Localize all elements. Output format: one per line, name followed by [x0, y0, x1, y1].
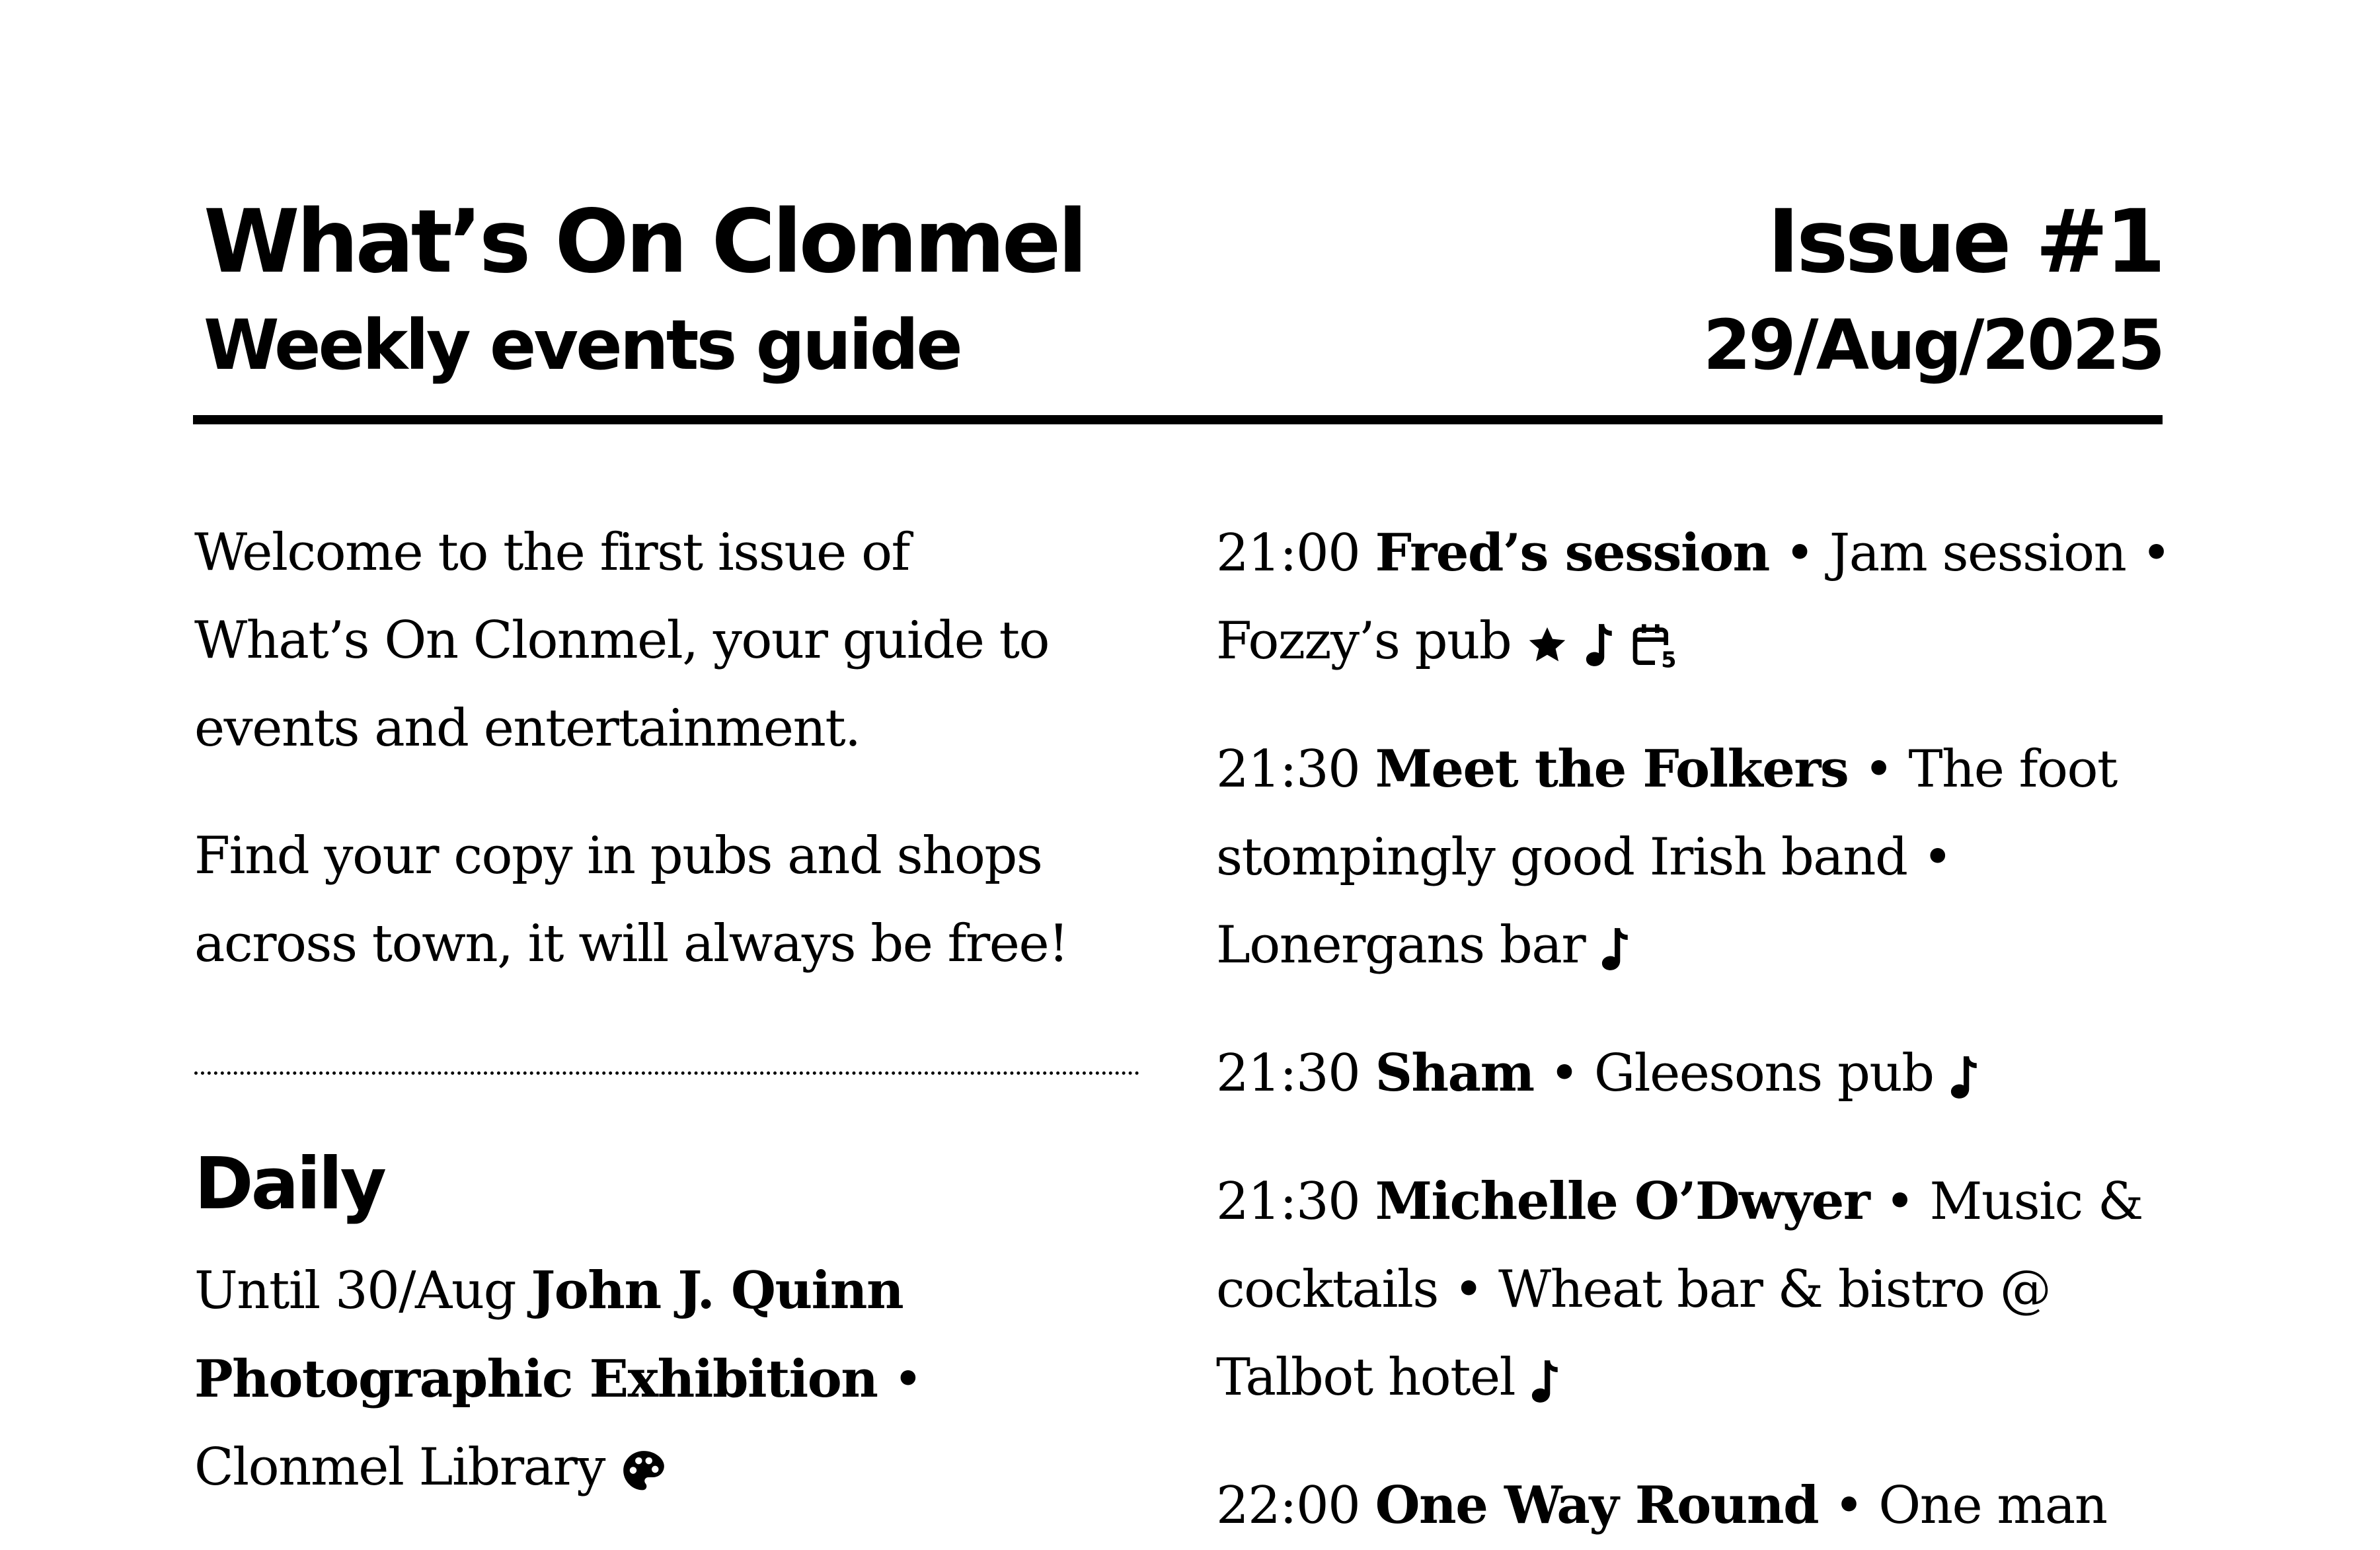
- event-entry: [1216, 1157, 2168, 1422]
- section-divider: [194, 1071, 1139, 1075]
- event-venue: Lonergans bar: [1216, 915, 1586, 975]
- event-details: • The foot: [1863, 740, 2117, 799]
- event-time: 21:00: [1216, 523, 1360, 583]
- music-note-icon: [1948, 1054, 1979, 1101]
- event-line: [1216, 509, 2171, 598]
- music-note-icon: [1584, 622, 1614, 668]
- event-line: [1216, 1157, 2168, 1246]
- event-venue: • Gleesons pub: [1549, 1044, 1934, 1103]
- event-line: [1216, 598, 2168, 685]
- palette-icon: [619, 1447, 668, 1496]
- event-time: 21:30: [1216, 1044, 1360, 1103]
- issue-number: Issue #1: [1767, 191, 2163, 293]
- intro-line: events and entertainment.: [194, 699, 861, 758]
- event-details: • Music &: [1884, 1172, 2143, 1231]
- masthead-divider: [193, 415, 2163, 424]
- event-details: stompingly good Irish band •: [1216, 828, 1952, 887]
- daily-event-entry: [194, 1247, 1139, 1512]
- event-line: [1216, 902, 2168, 989]
- event-line: [1216, 725, 2168, 814]
- event-entry: [1216, 725, 2168, 989]
- right-column: [1216, 509, 2171, 1550]
- event-time: 21:30: [1216, 740, 1360, 799]
- left-column: [194, 509, 1139, 1512]
- event-entry: [1216, 1461, 2168, 1550]
- event-entry: [1216, 509, 2171, 685]
- event-time: 22:00: [1216, 1476, 1360, 1535]
- intro-line: Find your copy in pubs and shops: [194, 826, 1042, 886]
- event-details: • Jam session •: [1785, 523, 2171, 583]
- separator: •: [892, 1350, 923, 1409]
- section-heading-daily: Daily: [194, 1143, 384, 1225]
- event-venue: Fozzy’s pub: [1216, 611, 1512, 671]
- intro-paragraph-2: [194, 812, 1139, 988]
- event-line: [194, 1247, 1139, 1335]
- event-entry: [1216, 1029, 2168, 1118]
- music-note-icon: [1529, 1358, 1560, 1405]
- event-line: [1216, 1334, 2168, 1422]
- event-title: Sham: [1375, 1043, 1534, 1103]
- svg-text:5: 5: [1661, 646, 1673, 672]
- event-time: 21:30: [1216, 1172, 1360, 1231]
- music-note-icon: [1599, 926, 1630, 972]
- intro-paragraph-1: [194, 509, 1139, 773]
- event-venue: Clonmel Library: [194, 1438, 605, 1497]
- event-details: • One man: [1833, 1476, 2107, 1535]
- masthead: [193, 191, 2163, 424]
- event-line: [1216, 814, 2168, 902]
- event-title: Michelle O’Dwyer: [1375, 1171, 1870, 1231]
- masthead-right: [1703, 191, 2163, 385]
- event-line: [1216, 1029, 2168, 1118]
- publication-title: What’s On Clonmel: [204, 191, 1085, 293]
- publication-subtitle: Weekly events guide: [204, 305, 960, 385]
- event-date-range: Until 30/Aug: [194, 1261, 516, 1321]
- intro-line: Welcome to the first issue of: [194, 523, 909, 582]
- event-title: John J. Quinn: [531, 1260, 903, 1321]
- event-title: Meet the Folkers: [1375, 739, 1849, 799]
- star-icon: [1525, 623, 1569, 667]
- calendar-recurring-icon: [1629, 619, 1681, 672]
- intro-line: What’s On Clonmel, your guide to: [194, 611, 1049, 670]
- event-title: One Way Round: [1375, 1475, 1819, 1535]
- masthead-left: [204, 191, 1085, 385]
- event-details: cocktails • Wheat bar & bistro @: [1216, 1260, 2051, 1319]
- event-line: [194, 1424, 1139, 1512]
- event-line: [194, 1335, 1139, 1424]
- event-venue: Talbot hotel: [1216, 1348, 1516, 1407]
- event-title: Fred’s session: [1375, 523, 1769, 583]
- event-line: [1216, 1461, 2168, 1550]
- intro-line: across town, it will always be free!: [194, 914, 1068, 974]
- event-title-continued: Photographic Exhibition: [194, 1349, 878, 1409]
- issue-date: 29/Aug/2025: [1703, 305, 2163, 385]
- event-line: [1216, 1246, 2168, 1334]
